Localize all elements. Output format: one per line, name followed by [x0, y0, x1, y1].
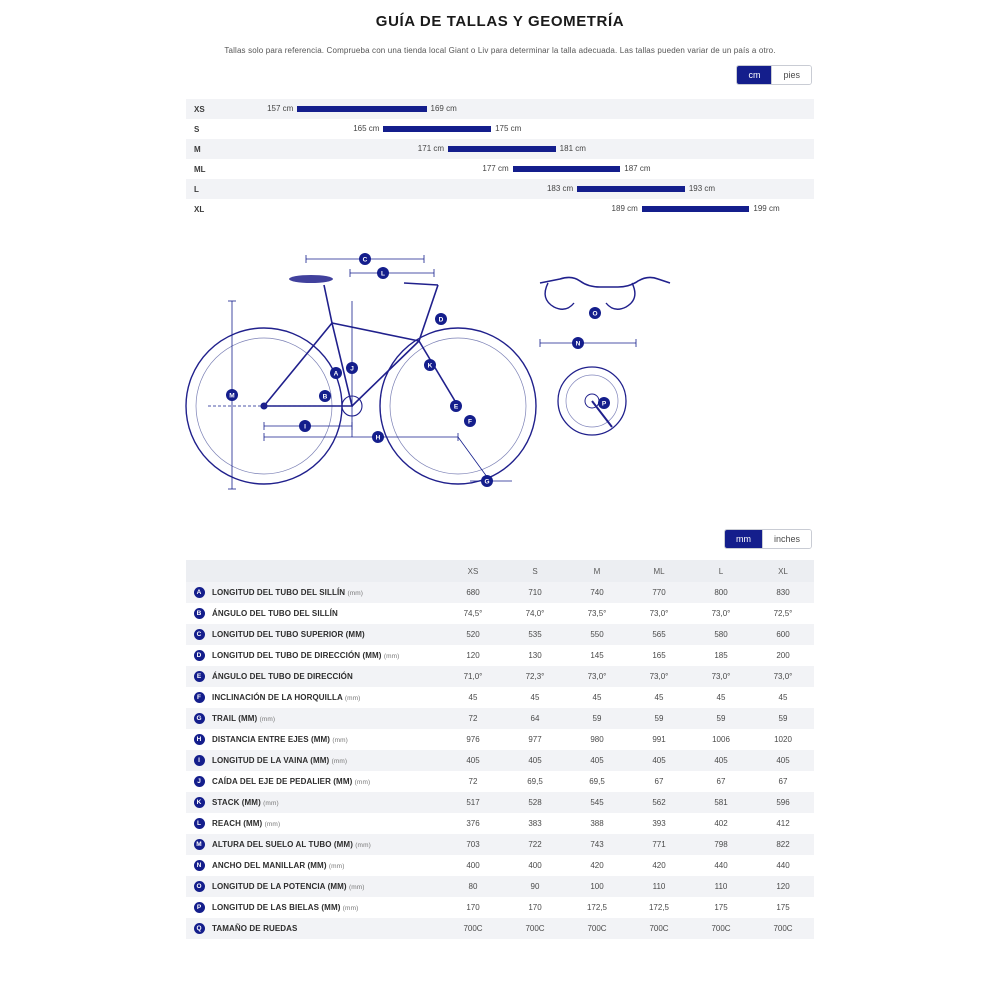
- measure-name: ANCHO DEL MANILLAR (MM) (mm): [212, 861, 345, 870]
- svg-text:J: J: [350, 365, 354, 373]
- measure-name: LONGITUD DE LA POTENCIA (MM) (mm): [212, 882, 365, 891]
- size-row: [186, 139, 814, 159]
- measure-value: 120: [776, 882, 790, 891]
- measure-value: 64: [530, 714, 540, 723]
- measure-value: 90: [530, 882, 540, 891]
- table-header-size: XL: [752, 560, 814, 582]
- measure-value: 170: [466, 903, 480, 912]
- measure-unit: (mm): [355, 842, 371, 849]
- measure-value: 200: [776, 651, 790, 660]
- table-row: [186, 666, 814, 687]
- measure-value: 703: [466, 840, 480, 849]
- measure-value: 545: [590, 798, 604, 807]
- measure-unit: (mm): [264, 821, 281, 828]
- size-row: [186, 199, 814, 219]
- measure-unit: (mm): [328, 863, 345, 870]
- table-row: [186, 813, 814, 834]
- size-range-bar: [383, 126, 491, 132]
- measure-value: 120: [466, 651, 480, 660]
- table-row: [186, 687, 814, 708]
- size-range-bar: [297, 106, 426, 112]
- measure-badge-icon: O: [194, 881, 205, 892]
- measure-value: 100: [590, 882, 604, 891]
- measure-value: 800: [714, 588, 728, 597]
- row-badge-cell: [186, 918, 212, 939]
- measure-value: 700C: [463, 924, 483, 933]
- measure-value: 402: [714, 819, 728, 828]
- table-row: [186, 624, 814, 645]
- measure-value: 130: [528, 651, 542, 660]
- measure-name: TAMAÑO DE RUEDAS: [212, 924, 298, 933]
- measure-name: ALTURA DEL SUELO AL TUBO (MM) (mm): [212, 840, 371, 849]
- measure-name: LONGITUD DEL TUBO DE DIRECCIÓN (MM) (mm): [212, 651, 400, 660]
- height-unit-cm-option[interactable]: cm: [737, 66, 771, 84]
- measure-value: 72,5°: [773, 609, 793, 618]
- row-badge-cell: [186, 645, 212, 666]
- measure-unit: (mm): [263, 800, 279, 807]
- size-label: M: [194, 144, 201, 154]
- measure-value: 528: [528, 798, 542, 807]
- measure-name: DISTANCIA ENTRE EJES (MM) (mm): [212, 735, 348, 744]
- measure-name: REACH (MM) (mm): [212, 819, 281, 828]
- svg-text:P: P: [601, 400, 607, 408]
- measure-value: 440: [714, 861, 728, 870]
- measure-value: 73,5°: [587, 609, 607, 618]
- measure-value: 376: [466, 819, 480, 828]
- measure-value: 71,0°: [463, 672, 483, 681]
- measure-value: 565: [652, 630, 666, 639]
- measure-value: 700C: [587, 924, 607, 933]
- table-row: [186, 750, 814, 771]
- measure-value: 520: [466, 630, 480, 639]
- measure-badge-icon: L: [194, 818, 205, 829]
- measure-value: 596: [776, 798, 790, 807]
- measure-value: 73,0°: [711, 609, 731, 618]
- measure-value: 74,5°: [463, 609, 483, 618]
- measure-value: 977: [528, 735, 542, 744]
- measure-value: 67: [716, 777, 726, 786]
- measure-name: ÁNGULO DEL TUBO DE DIRECCIÓN: [212, 672, 353, 681]
- measure-badge-icon: G: [194, 713, 205, 724]
- measure-unit: (mm): [331, 758, 348, 765]
- measure-value: 976: [466, 735, 480, 744]
- measure-name: STACK (MM) (mm): [212, 798, 279, 807]
- size-bar-area: [222, 119, 814, 139]
- measure-badge-icon: M: [194, 839, 205, 850]
- measure-value: 145: [590, 651, 604, 660]
- row-badge-cell: [186, 708, 212, 729]
- measure-value: 59: [592, 714, 602, 723]
- measure-name: ÁNGULO DEL TUBO DEL SILLÍN: [212, 609, 338, 618]
- geometry-table: [186, 560, 814, 939]
- measure-value: 822: [776, 840, 790, 849]
- geometry-unit-inches-option[interactable]: inches: [762, 530, 811, 548]
- measure-value: 405: [714, 756, 728, 765]
- row-badge-cell: [186, 729, 212, 750]
- row-badge-cell: [186, 771, 212, 792]
- measure-value: 165: [652, 651, 666, 660]
- height-unit-toggle-wrap: [0, 65, 1000, 85]
- svg-text:G: G: [484, 478, 490, 486]
- size-row: [186, 159, 814, 179]
- size-row: [186, 179, 814, 199]
- geometry-unit-toggle-wrap: [0, 529, 1000, 549]
- measure-value: 991: [652, 735, 666, 744]
- size-label: ML: [194, 164, 206, 174]
- size-range-bar: [513, 166, 621, 172]
- row-badge-cell: [186, 834, 212, 855]
- measure-unit: (mm): [332, 737, 348, 744]
- measure-value: 770: [652, 588, 666, 597]
- svg-text:F: F: [468, 418, 472, 426]
- table-row: [186, 708, 814, 729]
- size-row: [186, 119, 814, 139]
- measure-value: 400: [528, 861, 542, 870]
- size-bar-area: [222, 159, 814, 179]
- row-badge-cell: [186, 624, 212, 645]
- measure-badge-icon: J: [194, 776, 205, 787]
- measure-unit: (mm): [348, 884, 365, 891]
- size-label: XS: [194, 104, 205, 114]
- measure-value: 110: [714, 882, 728, 891]
- table-header-size: ML: [628, 560, 690, 582]
- svg-text:I: I: [304, 423, 306, 431]
- measure-value: 175: [776, 903, 790, 912]
- page-title: GUÍA DE TALLAS Y GEOMETRÍA: [375, 13, 625, 30]
- measure-name: TRAIL (MM) (mm): [212, 714, 276, 723]
- table-header-row: [186, 560, 814, 582]
- measure-value: 73,0°: [649, 609, 669, 618]
- row-badge-cell: [186, 687, 212, 708]
- size-min-label: 171 cm: [417, 144, 445, 153]
- size-max-label: 175 cm: [495, 124, 522, 133]
- measure-value: 1020: [774, 735, 792, 744]
- measure-unit: (mm): [383, 653, 400, 660]
- table-row: [186, 876, 814, 897]
- size-label: XL: [194, 204, 205, 214]
- svg-text:L: L: [381, 270, 385, 278]
- row-badge-cell: [186, 582, 212, 603]
- size-range-bar: [448, 146, 556, 152]
- bike-geometry-diagram: [0, 241, 1000, 521]
- table-header-size: S: [504, 560, 566, 582]
- size-min-label: 183 cm: [546, 184, 574, 193]
- measure-value: 73,0°: [649, 672, 669, 681]
- measure-value: 405: [466, 756, 480, 765]
- measure-badge-icon: E: [194, 671, 205, 682]
- measure-badge-icon: P: [194, 902, 205, 913]
- size-label: S: [194, 124, 200, 134]
- measure-badge-icon: D: [194, 650, 205, 661]
- row-badge-cell: [186, 855, 212, 876]
- size-bar-area: [222, 179, 814, 199]
- measure-value: 393: [652, 819, 666, 828]
- measure-value: 72: [468, 714, 478, 723]
- measure-value: 73,0°: [773, 672, 793, 681]
- measure-value: 440: [776, 861, 790, 870]
- measure-unit: (mm): [347, 590, 364, 597]
- measure-badge-icon: N: [194, 860, 205, 871]
- measure-value: 700C: [525, 924, 545, 933]
- table-header-size: L: [690, 560, 752, 582]
- table-row: [186, 918, 814, 939]
- geometry-unit-toggle[interactable]: [724, 529, 812, 549]
- measure-value: 175: [714, 903, 728, 912]
- measure-name: LONGITUD DEL TUBO SUPERIOR (MM): [212, 630, 365, 639]
- measure-value: 581: [714, 798, 728, 807]
- measure-value: 743: [590, 840, 604, 849]
- row-badge-cell: [186, 876, 212, 897]
- measure-value: 67: [654, 777, 664, 786]
- svg-text:C: C: [362, 256, 368, 264]
- measure-unit: (mm): [344, 695, 361, 702]
- measure-value: 170: [528, 903, 542, 912]
- measure-value: 562: [652, 798, 666, 807]
- measure-value: 405: [590, 756, 604, 765]
- height-unit-toggle[interactable]: [736, 65, 812, 85]
- measure-value: 45: [592, 693, 602, 702]
- svg-text:D: D: [438, 316, 444, 324]
- measure-value: 412: [776, 819, 790, 828]
- size-label: L: [194, 184, 199, 194]
- svg-text:N: N: [575, 340, 581, 348]
- measure-value: 45: [530, 693, 540, 702]
- table-row: [186, 582, 814, 603]
- table-row: [186, 603, 814, 624]
- measure-value: 69,5: [589, 777, 605, 786]
- size-max-label: 199 cm: [753, 204, 780, 213]
- geometry-table-body: [186, 582, 814, 939]
- svg-text:H: H: [375, 434, 381, 442]
- measure-value: 110: [652, 882, 666, 891]
- measure-value: 700C: [711, 924, 731, 933]
- measure-value: 80: [468, 882, 478, 891]
- measure-unit: (mm): [342, 905, 359, 912]
- svg-text:E: E: [453, 403, 459, 411]
- measure-value: 722: [528, 840, 542, 849]
- measure-value: 72,3°: [525, 672, 545, 681]
- measure-value: 405: [776, 756, 790, 765]
- table-row: [186, 645, 814, 666]
- measure-value: 45: [778, 693, 788, 702]
- size-range-bar: [577, 186, 685, 192]
- geometry-unit-mm-option[interactable]: mm: [725, 530, 762, 548]
- table-row: [186, 792, 814, 813]
- measure-value: 73,0°: [587, 672, 607, 681]
- measure-value: 420: [652, 861, 666, 870]
- size-max-label: 169 cm: [430, 104, 457, 113]
- measure-value: 45: [716, 693, 726, 702]
- svg-text:K: K: [427, 362, 433, 370]
- table-row: [186, 897, 814, 918]
- measure-badge-icon: C: [194, 629, 205, 640]
- table-header-size: XS: [442, 560, 504, 582]
- measure-badge-icon: I: [194, 755, 205, 766]
- measure-value: 700C: [649, 924, 669, 933]
- size-row: [186, 99, 814, 119]
- row-badge-cell: [186, 666, 212, 687]
- page-subtitle: Tallas solo para referencia. Comprueba con una tienda local Giant o Liv para determinar la talla adecuada. Las tallas pueden variar de un país a otro.: [224, 46, 776, 55]
- measure-value: 830: [776, 588, 790, 597]
- measure-name: CAÍDA DEL EJE DE PEDALIER (MM) (mm): [212, 777, 371, 786]
- measure-unit: (mm): [259, 716, 276, 723]
- measure-value: 73,0°: [711, 672, 731, 681]
- measure-badge-icon: A: [194, 587, 205, 598]
- geometry-table-head: [186, 560, 814, 582]
- row-badge-cell: [186, 897, 212, 918]
- measure-name: INCLINACIÓN DE LA HORQUILLA (mm): [212, 693, 361, 702]
- table-header-size: M: [566, 560, 628, 582]
- measure-badge-icon: K: [194, 797, 205, 808]
- svg-text:O: O: [592, 310, 598, 318]
- measure-value: 405: [528, 756, 542, 765]
- measure-badge-icon: H: [194, 734, 205, 745]
- measure-value: 59: [778, 714, 788, 723]
- measure-name: LONGITUD DE LA VAINA (MM) (mm): [212, 756, 348, 765]
- measure-value: 680: [466, 588, 480, 597]
- row-badge-cell: [186, 750, 212, 771]
- measure-value: 700C: [773, 924, 793, 933]
- size-min-label: 157 cm: [267, 104, 294, 113]
- measure-value: 74,0°: [525, 609, 545, 618]
- measure-value: 980: [590, 735, 604, 744]
- svg-text:A: A: [333, 370, 339, 378]
- measure-value: 405: [652, 756, 666, 765]
- measure-value: 798: [714, 840, 728, 849]
- measure-value: 771: [652, 840, 666, 849]
- measure-unit: (mm): [354, 779, 371, 786]
- measure-value: 67: [778, 777, 788, 786]
- measure-name: LONGITUD DE LAS BIELAS (MM) (mm): [212, 903, 359, 912]
- measure-value: 710: [528, 588, 542, 597]
- size-min-label: 177 cm: [482, 164, 509, 173]
- row-badge-cell: [186, 603, 212, 624]
- table-row: [186, 729, 814, 750]
- measure-value: 600: [776, 630, 790, 639]
- measure-badge-icon: B: [194, 608, 205, 619]
- table-row: [186, 771, 814, 792]
- measure-badge-icon: Q: [194, 923, 205, 934]
- measure-value: 580: [714, 630, 728, 639]
- table-row: [186, 855, 814, 876]
- measure-value: 383: [528, 819, 542, 828]
- measure-badge-icon: F: [194, 692, 205, 703]
- measure-value: 69,5: [527, 777, 543, 786]
- measure-value: 420: [590, 861, 604, 870]
- table-row: [186, 834, 814, 855]
- table-header-label: [186, 560, 442, 582]
- size-min-label: 165 cm: [353, 124, 380, 133]
- size-chart: [186, 99, 814, 219]
- measure-value: 517: [466, 798, 480, 807]
- size-range-bar: [642, 206, 750, 212]
- size-max-label: 187 cm: [624, 164, 651, 173]
- row-badge-cell: [186, 792, 212, 813]
- size-min-label: 189 cm: [611, 204, 638, 213]
- height-unit-feet-option[interactable]: pies: [771, 66, 811, 84]
- measure-value: 185: [714, 651, 728, 660]
- size-max-label: 193 cm: [688, 184, 716, 193]
- measure-value: 740: [590, 588, 604, 597]
- measure-value: 72: [468, 777, 478, 786]
- measure-value: 45: [654, 693, 664, 702]
- measure-value: 535: [528, 630, 542, 639]
- measure-value: 1006: [712, 735, 730, 744]
- row-badge-cell: [186, 813, 212, 834]
- size-bar-area: [222, 99, 814, 119]
- measure-value: 400: [466, 861, 480, 870]
- measure-value: 59: [654, 714, 664, 723]
- size-bar-area: [222, 199, 814, 219]
- measure-value: 388: [590, 819, 604, 828]
- measure-value: 172,5: [586, 903, 608, 912]
- measure-name: LONGITUD DEL TUBO DEL SILLÍN (mm): [212, 588, 364, 597]
- measure-value: 172,5: [648, 903, 670, 912]
- measure-value: 550: [590, 630, 604, 639]
- svg-text:M: M: [229, 392, 235, 400]
- size-bar-area: [222, 139, 814, 159]
- svg-text:B: B: [322, 393, 328, 401]
- measure-value: 45: [468, 693, 478, 702]
- measure-value: 59: [716, 714, 726, 723]
- size-max-label: 181 cm: [559, 144, 586, 153]
